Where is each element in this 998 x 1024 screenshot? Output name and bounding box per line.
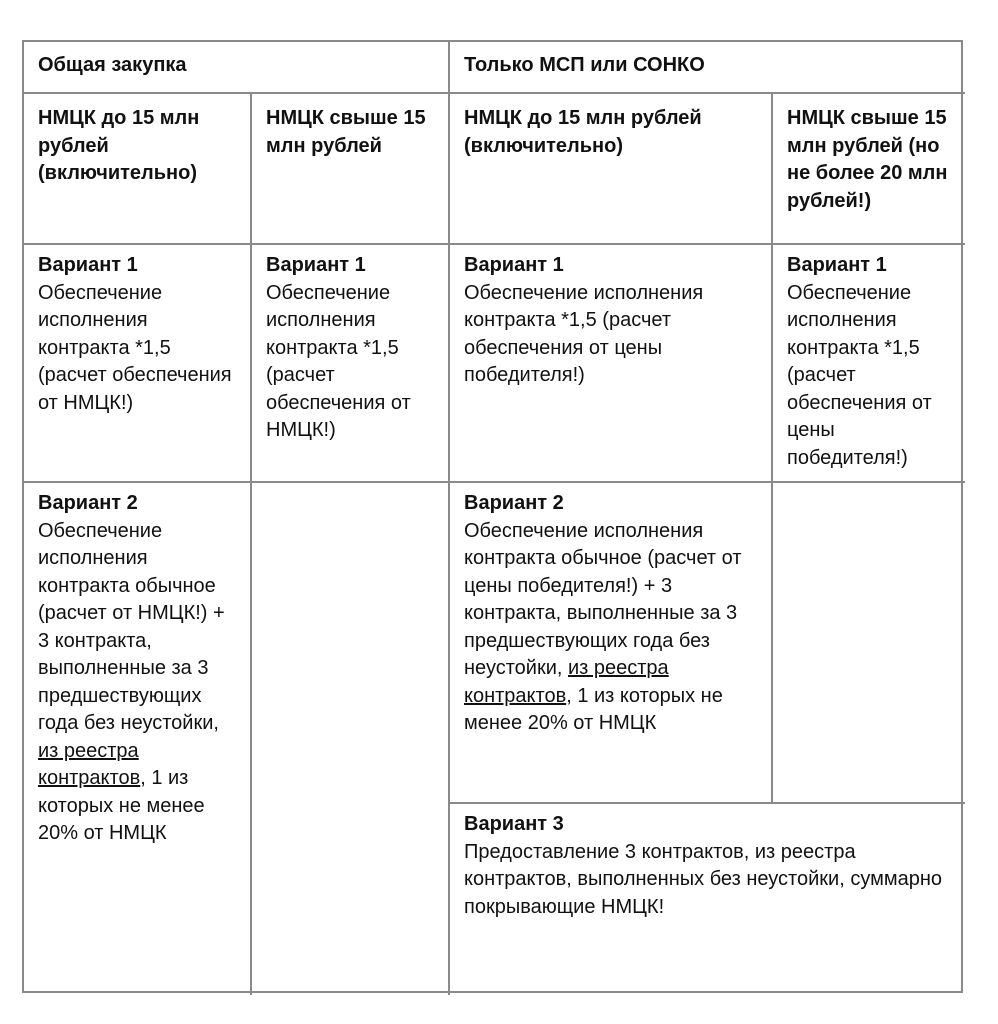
variant1-smp-le15	[450, 245, 773, 483]
variant-title: Вариант 2	[464, 492, 564, 514]
variant-description: Обеспечение исполнения контракта *1,5 (расчет обеспечения от цены победителя!)	[787, 281, 932, 469]
variant-title: Вариант 1	[464, 254, 564, 276]
variant3-smp	[450, 804, 965, 995]
subheader-general-gt15-text: НМЦК свыше 15 млн рублей	[266, 107, 426, 157]
variant2-general-le15	[24, 483, 252, 995]
subheader-smp-le15-text: НМЦК до 15 млн рублей (включительно)	[464, 107, 702, 157]
contract-registry-reference: из реестра контрактов	[464, 657, 669, 707]
subheader-smp-le15	[450, 94, 773, 245]
variant2-smp-le15	[450, 483, 773, 804]
header-smp-procurement	[450, 42, 965, 94]
subheader-general-le15-text: НМЦК до 15 млн рублей (включительно)	[38, 107, 200, 184]
header-general-label: Общая закупка	[38, 54, 187, 76]
subheader-smp-gt15-text: НМЦК свыше 15 млн рублей (но не более 20 млн рублей!)	[787, 107, 948, 212]
requirements-table	[22, 40, 963, 993]
header-general-procurement	[24, 42, 450, 94]
variant-description-end: , 1 из которых не менее 20% от НМЦК	[38, 767, 205, 844]
variant-description: Обеспечение исполнения контракта *1,5 (расчет обеспечения от НМЦК!)	[266, 281, 411, 441]
variant-description: Предоставление 3 контрактов, из реестра контрактов, выполненных без неустойки, суммарно покрывающие НМЦК!	[464, 840, 943, 918]
subheader-general-gt15	[252, 94, 450, 245]
variant1-general-gt15	[252, 245, 450, 483]
variant1-general-le15	[24, 245, 252, 483]
variant-title: Вариант 1	[266, 254, 366, 276]
subheader-smp-gt15	[773, 94, 965, 245]
header-smp-label: Только МСП или СОНКО	[464, 54, 705, 76]
subheader-general-le15	[24, 94, 252, 245]
empty-cell-general-gt15	[252, 483, 450, 995]
variant-title: Вариант 1	[787, 254, 887, 276]
variant-description: Обеспечение исполнения контракта *1,5 (расчет обеспечения от НМЦК!)	[38, 281, 232, 414]
contract-registry-reference: из реестра контрактов	[38, 739, 141, 789]
variant-description-end: , 1 из которых не менее 20% от НМЦК	[464, 684, 723, 734]
variant-description: Обеспечение исполнения контракта обычное (расчет от НМЦК!) + 3 контракта, выполненные за 3 предшествующих года без неустойки,	[38, 519, 225, 734]
variant-title: Вариант 1	[38, 254, 138, 276]
variant-title: Вариант 3	[464, 813, 564, 835]
empty-cell-smp-gt15	[773, 483, 965, 804]
variant1-smp-gt15	[773, 245, 965, 483]
variant-description: Обеспечение исполнения контракта *1,5 (расчет обеспечения от цены победителя!)	[464, 281, 704, 386]
variant-title: Вариант 2	[38, 492, 138, 514]
variant-description: Обеспечение исполнения контракта обычное (расчет от цены победителя!) + 3 контракта, выполненные за 3 предшествующих года без неустойки,	[464, 519, 742, 679]
